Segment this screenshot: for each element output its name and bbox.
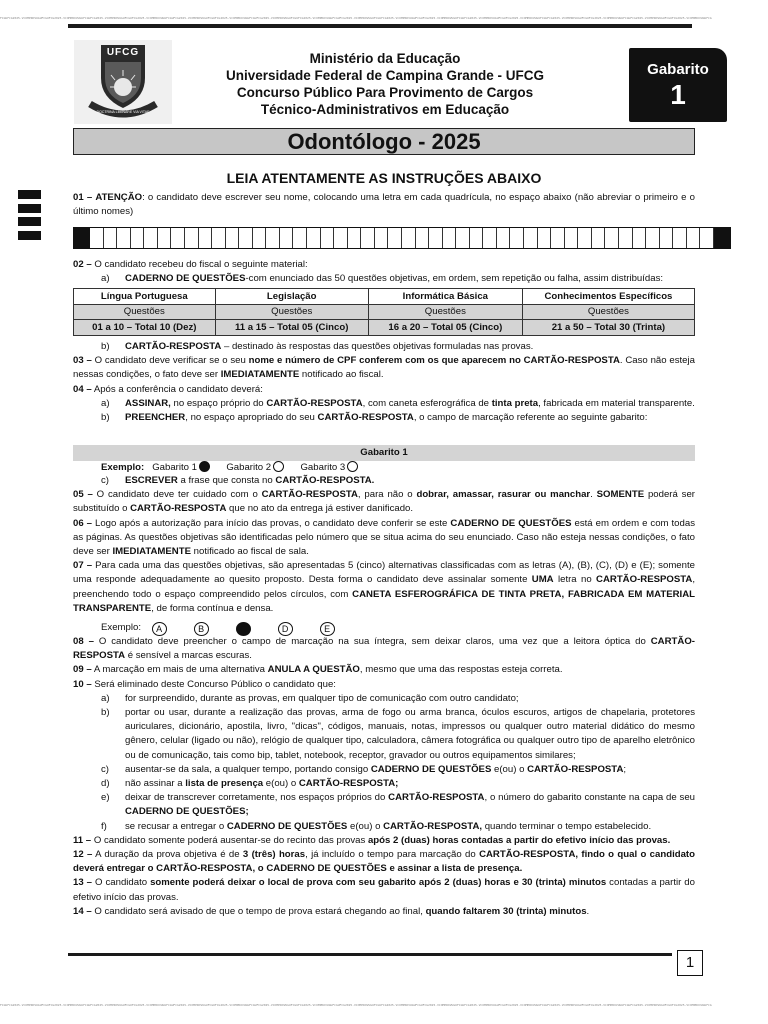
emphasis: CANETA ESFEROGRÁFICA DE TINTA PRETA, FABRICADA EM MATERIAL TRANSPARENTE [73, 588, 696, 614]
instruction-12 [73, 848, 695, 876]
name-letter-cell[interactable] [104, 228, 118, 248]
name-letter-cell[interactable] [633, 228, 647, 248]
name-letter-cell[interactable] [199, 228, 213, 248]
instruction-text: . [590, 489, 597, 501]
item-number: 10 – [73, 678, 92, 690]
item-number: 07 – [73, 560, 93, 572]
table-header-cell: Informática Básica [368, 289, 522, 305]
header-university: Universidade Federal de Campina Grande - UFCG [225, 68, 545, 83]
instruction-08 [73, 635, 695, 663]
name-letter-cell[interactable] [388, 228, 402, 248]
instruction-text: : o candidato deve escrever seu nome, colocando uma letra em cada quadrícula, no espaço abaixo (não abreviar o primeiro e o último nomes) [73, 192, 695, 218]
top-rule [68, 24, 692, 28]
sub-item [73, 474, 695, 488]
item-number: 03 – [73, 355, 92, 367]
instruction-text: se recusar a entregar o [125, 820, 227, 832]
answer-example [101, 620, 362, 636]
name-letter-cell[interactable] [348, 228, 362, 248]
name-letter-cell[interactable] [266, 228, 280, 248]
emphasis: CADERNO DE QUESTÕES [226, 820, 348, 832]
empty-bubble-icon [273, 461, 284, 472]
gabarito-box [629, 48, 727, 122]
name-letter-cell[interactable] [578, 228, 592, 248]
emphasis: CARTÃO-RESPOSTA [261, 489, 358, 501]
gabarito-example [101, 461, 361, 475]
emphasis: CARTÃO-RESPOSTA; [298, 778, 399, 790]
instruction-text: , fabricada em material transparente. [538, 397, 695, 409]
name-letter-cell[interactable] [212, 228, 226, 248]
instruction-text: e(ou) o [491, 763, 528, 775]
name-letter-cell[interactable] [185, 228, 199, 248]
instruction-text: , já incluído o tempo para marcação do [305, 849, 480, 861]
sub-item-label: c) [101, 475, 109, 486]
logo-acronym: UFCG [106, 47, 140, 58]
gabarito-number: 1 [670, 79, 686, 110]
emphasis: CARTÃO-RESPOSTA [596, 574, 693, 586]
gabarito-option-label: Gabarito 2 [226, 462, 272, 473]
instruction-text: e(ou) o [263, 778, 299, 790]
table-row [74, 320, 695, 336]
security-microtext-bottom: FCGUFCG2025-VCOMPROVUGUFCGUFCG2025-VCOMPROVUGUFCGUFCG2025-VCOMPROVUGUFCGUFCG2025-VCOMPROVUGUFCGUFCG2025-VCOMPROVUGUFCGUFCG2025-VCOMPROVUGUFCGUFCG2025-VCOMPROVUGUFCGUFCG2025-VCOMPROVUGUFCGUFCG2025-VCOMPROVUGUFCGUFCG2025-VCOMPROVUGUFCGUFCG2025-VCOMPROVUGUFCGUFCG2025-VCOMPROVUGUFCGUFCG2025-VCOMPROVUGUFCGUFCG2025-VCOMPROVUGUFCGUFCG2025-VCOMPROVUGUFCGUFCG2025-VCOMPROVUGUFCGUFCG2025-VCOMPROVUGUFCG [0, 1003, 712, 1007]
instruction-text: notificado ao fiscal de sala. [191, 546, 309, 558]
gabarito-label: Gabarito [647, 61, 709, 78]
name-letter-cell[interactable] [361, 228, 375, 248]
option-bubble-c-filled: C [236, 622, 251, 636]
table-header-row [74, 289, 695, 305]
item-number: 08 – [73, 636, 94, 647]
instruction-text: Após a conferência o candidato deverá: [91, 383, 263, 395]
instruction-text: no espaço próprio do [170, 397, 267, 409]
name-letter-cell[interactable] [375, 228, 389, 248]
emphasis: nome e número de CPF conferem com os que aparecem no CARTÃO-RESPOSTA [248, 355, 620, 367]
emphasis: CARTÃO-RESPOSTA, findo o qual o candidato deverá entregar o CARTÃO-RESPOSTA, o CADERNO DE QUESTÕES e assinar a lista de presença. [73, 849, 695, 875]
security-microtext-top: FCGUFCG2025-VCOMPROVUGUFCGUFCG2025-VCOMPROVUGUFCGUFCG2025-VCOMPROVUGUFCGUFCG2025-VCOMPROVUGUFCGUFCG2025-VCOMPROVUGUFCGUFCG2025-VCOMPROVUGUFCGUFCG2025-VCOMPROVUGUFCGUFCG2025-VCOMPROVUGUFCGUFCG2025-VCOMPROVUGUFCGUFCG2025-VCOMPROVUGUFCGUFCG2025-VCOMPROVUGUFCGUFCG2025-VCOMPROVUGUFCGUFCG2025-VCOMPROVUGUFCGUFCG2025-VCOMPROVUGUFCGUFCG2025-VCOMPROVUGUFCGUFCG2025-VCOMPROVUGUFCGUFCG2025-VCOMPROVUGUFCG [0, 16, 712, 20]
name-letter-cell[interactable] [646, 228, 660, 248]
name-letter-cell[interactable] [687, 228, 701, 248]
name-letter-cell[interactable] [524, 228, 538, 248]
name-letter-cell[interactable] [280, 228, 294, 248]
instruction-text: , preenchendo todo o espaço compreendido pelos círculos, com [73, 574, 695, 600]
timing-mark [18, 190, 41, 199]
name-letter-cell[interactable] [117, 228, 131, 248]
option-bubble-a: A [152, 622, 167, 636]
name-letter-cell[interactable] [416, 228, 430, 248]
instructions-08-14 [73, 635, 695, 919]
instruction-text: A marcação em mais de uma alternativa [91, 664, 268, 676]
emphasis: ASSINAR, [125, 397, 171, 409]
instruction-text: que no ato da entrega já estiver danificado. [226, 503, 414, 515]
name-letter-cell[interactable] [592, 228, 606, 248]
instruction-text: O candidato deve preencher o campo de marcação na sua íntegra, sem deixar claros, uma vez que a leitora óptica do [93, 636, 651, 647]
instruction-text: O candidato [92, 877, 151, 889]
table-cell: 16 a 20 – Total 05 (Cinco) [368, 320, 522, 336]
table-cell: 01 a 10 – Total 10 (Dez) [74, 320, 216, 336]
instruction-text: Será eliminado deste Concurso Público o candidato que: [91, 678, 336, 690]
emphasis: somente poderá deixar o local de prova com seu gabarito após 2 (duas) horas e 30 (trinta) minutos [150, 877, 607, 889]
emphasis: CARTÃO-RESPOSTA [73, 636, 695, 662]
instruction-text: O candidato será avisado de que o tempo de prova estará chegando ao final, [91, 905, 426, 917]
sub-item [73, 411, 695, 425]
name-letter-cell[interactable] [131, 228, 145, 248]
instruction-text: A duração da prova objetiva é de [92, 849, 243, 861]
question-distribution-table [73, 288, 695, 336]
item-number: 11 – [73, 834, 92, 846]
table-row [74, 304, 695, 320]
table-cell: 11 a 15 – Total 05 (Cinco) [215, 320, 368, 336]
instruction-text: e(ou) o [347, 820, 384, 832]
instruction-text: , o número do gabarito constante na capa de seu [484, 792, 696, 804]
emphasis: CARTÃO-RESPOSTA, [383, 820, 483, 832]
name-letter-cell[interactable] [538, 228, 552, 248]
instruction-text: quando terminar o tempo estabelecido. [482, 820, 652, 832]
item-number: 13 – [73, 877, 93, 889]
instruction-text: , com caneta esferográfica de [362, 397, 492, 409]
name-letter-cell[interactable] [307, 228, 321, 248]
name-letter-cell[interactable] [700, 228, 714, 248]
instruction-text: . Caso não esteja nessas condições, o fato deve ser [73, 355, 695, 381]
instructions-04c-07 [73, 474, 695, 616]
example-label: Exemplo: [101, 462, 145, 473]
instruction-10 [73, 678, 695, 692]
option-bubble-b: B [194, 622, 209, 636]
timing-mark [18, 217, 41, 226]
logo-motto: DOCTRINA LIMINARE VIA VITAE [96, 110, 150, 114]
emphasis: CARTÃO-RESPOSTA [527, 763, 624, 775]
emphasis: CARTÃO-RESPOSTA [266, 397, 363, 409]
emphasis: CADERNO DE QUESTÕES [450, 517, 572, 529]
header-contest: Concurso Público Para Provimento de Cargos [236, 85, 534, 100]
name-letter-cell[interactable] [402, 228, 416, 248]
name-letter-cell[interactable] [470, 228, 484, 248]
instruction-11 [73, 834, 695, 848]
sub-item-label: b) [101, 341, 110, 352]
timing-marks [18, 190, 41, 244]
sub-item [73, 397, 695, 411]
instruction-text: Logo após a autorização para início das provas, o candidato deve conferir se este [92, 517, 451, 529]
table-header-cell: Conhecimentos Específicos [522, 289, 694, 305]
exam-title: Odontólogo - 2025 [73, 128, 695, 155]
name-box-end-mark [714, 228, 730, 248]
name-letter-cell[interactable] [551, 228, 565, 248]
instruction-text: poderá ser substituído o [73, 489, 695, 515]
item-number: 09 – [73, 664, 92, 676]
emphasis: CARTÃO-RESPOSTA [125, 341, 222, 352]
emphasis: CARTÃO-RESPOSTA. [275, 475, 375, 486]
instruction-line [73, 258, 695, 272]
sub-item-label: a) [101, 692, 110, 704]
emphasis: dobrar, amassar, rasurar ou manchar [416, 489, 591, 501]
instruction-text: , mesmo que uma das respostas esteja correta. [359, 664, 563, 676]
instruction-14 [73, 905, 695, 919]
name-letter-cell[interactable] [90, 228, 104, 248]
instruction-text: Para cada uma das questões objetivas, são apresentadas 5 (cinco) alternativas classificadas com as letras (A), (B), (C), (D) e (E); somente uma responde adequadamente ao quesito proposto. Desta forma o candidato deve assinalar somente [73, 560, 695, 586]
instruction-text: ; [623, 763, 627, 775]
empty-bubble-icon [347, 461, 358, 472]
item-number: 01 – [73, 192, 93, 203]
instruction-text: a frase que consta no [177, 475, 276, 486]
option-bubble-e: E [320, 622, 335, 636]
instruction-text: -com enunciado das 50 questões objetivas, em ordem, sem repetição ou falha, assim distribuídas: [245, 273, 664, 285]
sub-item [73, 763, 695, 777]
sub-item-label: a) [101, 273, 110, 285]
emphasis: lista de presença [185, 778, 264, 790]
item-number: 05 – [73, 489, 93, 501]
instruction-text: for surpreendido, durante as provas, em qualquer tipo de comunicação com outro candidato; [125, 692, 519, 704]
sub-item [73, 340, 695, 354]
instruction-13 [73, 876, 695, 904]
page-number: 1 [677, 950, 703, 976]
name-letter-cell[interactable] [443, 228, 457, 248]
sub-item-label: e) [101, 792, 110, 804]
name-letter-cell[interactable] [619, 228, 633, 248]
table-cell: Questões [368, 304, 522, 320]
instruction-02 [73, 258, 695, 286]
instruction-text: O candidato recebeu do fiscal o seguinte material: [91, 259, 308, 270]
sub-item [73, 820, 695, 834]
sub-item [73, 791, 695, 819]
sub-item-label: d) [101, 778, 110, 790]
name-letter-cell[interactable] [321, 228, 335, 248]
item-number: 02 – [73, 259, 92, 270]
example-label: Exemplo: [101, 622, 141, 633]
table-header-cell: Legislação [215, 289, 368, 305]
name-letter-cell[interactable] [293, 228, 307, 248]
ufcg-logo [74, 40, 172, 124]
emphasis: ATENÇÃO [95, 192, 143, 203]
sub-item-label: a) [101, 397, 110, 409]
instruction-text: ausentar-se da sala, a qualquer tempo, portando consigo [125, 763, 371, 775]
instructions-02b-04 [73, 340, 695, 425]
instructions-heading: LEIA ATENTAMENTE AS INSTRUÇÕES ABAIXO [226, 170, 542, 186]
name-entry-boxes[interactable] [73, 227, 731, 249]
instruction-text: letra no [553, 574, 597, 586]
name-letter-cell[interactable] [510, 228, 524, 248]
sub-item-label: b) [101, 707, 110, 719]
instruction-07 [73, 559, 695, 616]
name-letter-cell[interactable] [239, 228, 253, 248]
gabarito-option-label: Gabarito 1 [152, 462, 197, 473]
table-cell: Questões [74, 304, 216, 320]
name-letter-cell[interactable] [565, 228, 579, 248]
instruction-text: O candidato deve ter cuidado com o [92, 489, 262, 501]
instruction-text: , para não o [357, 489, 417, 501]
emphasis: CARTÃO-RESPOSTA [388, 792, 485, 804]
instruction-text: contadas a partir do efetivo início das provas. [73, 877, 695, 903]
item-number: 06 – [73, 517, 92, 529]
option-bubble-d: D [278, 622, 293, 636]
name-letter-cell[interactable] [226, 228, 240, 248]
instruction-09 [73, 663, 695, 677]
emphasis: CARTÃO-RESPOSTA [317, 412, 414, 424]
instruction-text: está em ordem e com todas as páginas. As questões objetivas são identificadas pelo número que se situa acima do seu enunciado. Caso não esteja nessas condições, o fato deve ser [73, 517, 695, 558]
table-cell: Questões [522, 304, 694, 320]
instruction-text: não assinar a [125, 778, 186, 790]
name-letter-cell[interactable] [144, 228, 158, 248]
emphasis: CADERNO DE QUESTÕES [370, 763, 492, 775]
emphasis: SOMENTE [596, 489, 645, 501]
emphasis: UMA [531, 574, 554, 586]
instruction-text: , de forma contínua e densa. [151, 602, 274, 614]
emphasis: CADERNO DE QUESTÕES; [125, 806, 249, 818]
institution-header [180, 50, 590, 118]
filled-bubble-icon [199, 461, 210, 472]
emphasis: IMEDIATAMENTE [112, 546, 191, 558]
instruction-01 [73, 191, 695, 219]
item-number: 14 – [73, 905, 92, 917]
table-cell: 21 a 50 – Total 30 (Trinta) [522, 320, 694, 336]
header-ministry: Ministério da Educação [309, 51, 461, 66]
emphasis: quando faltarem 30 (trinta) minutos [425, 905, 587, 917]
emphasis: CARTÃO-RESPOSTA [130, 503, 227, 515]
emphasis: ANULA A QUESTÃO [267, 664, 360, 676]
instruction-04 [73, 383, 695, 397]
name-letter-cell[interactable] [497, 228, 511, 248]
instruction-06 [73, 517, 695, 560]
table-header-cell: Língua Portuguesa [74, 289, 216, 305]
name-letter-cell[interactable] [429, 228, 443, 248]
emphasis: tinta preta [491, 397, 539, 409]
instruction-text: , o campo de marcação referente ao seguinte gabarito: [413, 412, 648, 424]
emphasis: CADERNO DE QUESTÕES [125, 273, 246, 285]
sub-item [73, 272, 695, 286]
instruction-text: . [586, 905, 590, 917]
sub-item [73, 692, 695, 706]
sub-item [73, 777, 695, 791]
bottom-rule [68, 953, 672, 956]
name-letter-cell[interactable] [334, 228, 348, 248]
emphasis: PREENCHER [125, 412, 186, 424]
item-number: 12 – [73, 849, 93, 861]
emphasis: IMEDIATAMENTE [220, 369, 300, 381]
gabarito-bar: Gabarito 1 [73, 445, 695, 461]
name-letter-cell[interactable] [171, 228, 185, 248]
gabarito-option-label: Gabarito 3 [300, 462, 346, 473]
sub-item-label: f) [101, 820, 107, 832]
item-number: 04 – [73, 383, 92, 395]
name-letter-cell[interactable] [605, 228, 619, 248]
instruction-05 [73, 488, 695, 516]
timing-mark [18, 231, 41, 240]
instruction-text: é sensível a marcas escuras. [125, 650, 252, 662]
timing-mark [18, 204, 41, 213]
instruction-text: , no espaço apropriado do seu [185, 412, 318, 424]
sub-item-label: b) [101, 412, 110, 424]
instruction-text: deixar de transcrever corretamente, nos espaços próprios do [125, 792, 389, 804]
name-letter-cell[interactable] [158, 228, 172, 248]
name-letter-cell[interactable] [456, 228, 470, 248]
instruction-text: O candidato somente poderá ausentar-se do recinto das provas [91, 834, 368, 846]
name-letter-cell[interactable] [253, 228, 267, 248]
name-letter-cell[interactable] [483, 228, 497, 248]
table-cell: Questões [215, 304, 368, 320]
sub-item-label: c) [101, 763, 109, 775]
instruction-text: notificado ao fiscal. [299, 369, 384, 381]
name-letter-cell[interactable] [660, 228, 674, 248]
name-box-start-mark [74, 228, 90, 248]
header-positions: Técnico-Administrativos em Educação [260, 102, 510, 117]
emphasis: 3 (três) horas [242, 849, 306, 861]
instruction-text: O candidato deve verificar se o seu [91, 355, 249, 367]
instruction-text: portar ou usar, durante a realização das provas, arma de fogo ou arma branca, óculos escuros, artigos de chapelaria, protetores auriculares, dicionário, apostila, livro, "dicas", códigos, manuais, notas, impressos ou qualquer outro material didático do mesmo gênero, celular (ligado ou não), relógio de qualquer tipo, calculadora, câmera fotográfica ou qualquer outro tipo de aparelho eletrônico ou de comunicação, tais como bip, tablet, notebook, receptor, gravador ou outros equipamentos similares; [125, 707, 695, 761]
name-letter-cell[interactable] [673, 228, 687, 248]
instruction-text: – destinado às respostas das questões objetivas formuladas nas provas. [221, 341, 534, 352]
emphasis: ESCREVER [125, 475, 178, 486]
sub-item [73, 706, 695, 763]
instruction-03 [73, 354, 695, 382]
emphasis: após 2 (duas) horas contadas a partir do efetivo início das provas. [367, 834, 671, 846]
